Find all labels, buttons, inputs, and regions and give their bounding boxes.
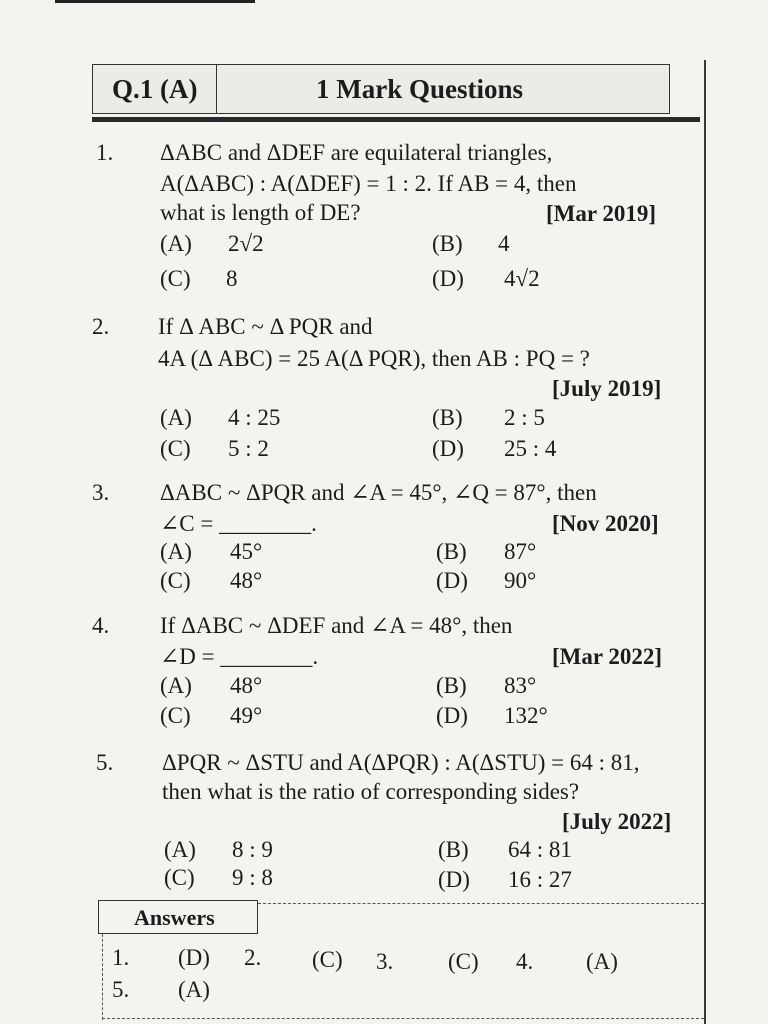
option-label: (A) [160,405,192,430]
question-number: 2. [92,314,110,339]
option-value: 25 : 4 [504,436,557,461]
answer-choice: (C) [312,947,343,972]
question-text-line: then what is the ratio of corresponding sides? [162,779,580,804]
question-text-line: A(ΔABC) : A(ΔDEF) = 1 : 2. If AB = 4, then [160,171,577,196]
question-number: 1. [96,140,114,165]
option-label: (C) [164,865,195,890]
option-label: (B) [438,837,469,862]
exam-tag: [Mar 2019] [546,201,657,226]
option-label: (A) [160,673,192,698]
option-value: 5 : 2 [228,436,269,461]
exam-tag: [Mar 2022] [552,644,663,669]
answer-number: 5. [112,977,130,1002]
option-label: (C) [160,568,191,593]
answer-number: 3. [376,949,394,974]
answer-choice: (D) [178,945,210,970]
question-text-line: If Δ ABC ~ Δ PQR and [158,314,373,339]
option-label: (D) [432,436,464,461]
option-value: 8 : 9 [232,837,273,862]
answers-title: Answers [134,905,215,930]
option-value: 49° [230,703,263,728]
option-value: 64 : 81 [508,837,572,862]
option-value: 4 [498,231,510,256]
answer-number: 1. [112,945,130,970]
question-text-line: ΔABC and ΔDEF are equilateral triangles, [160,140,553,165]
option-label: (B) [432,231,463,256]
option-value: 8 [226,266,238,291]
question-text-line: what is length of DE? [160,200,361,225]
question-text-line: ΔPQR ~ ΔSTU and A(ΔPQR) : A(ΔSTU) = 64 : 81, [162,750,640,775]
option-label: (B) [432,405,463,430]
answers-dashed-border [102,1018,704,1019]
option-label: (A) [160,539,192,564]
option-value: 16 : 27 [508,867,572,892]
answer-choice: (A) [586,949,618,974]
question-text-line: If ΔABC ~ ΔDEF and ∠A = 48°, then [160,613,513,638]
question-text-line: 4A (Δ ABC) = 25 A(Δ PQR), then AB : PQ = ? [158,346,590,371]
question-text-line: ∠D = ________. [160,644,319,669]
option-value: 2√2 [228,231,264,256]
exam-tag: [Nov 2020] [552,511,659,536]
option-value: 132° [504,703,548,728]
question-number: 5. [96,750,114,775]
option-label: (D) [436,703,468,728]
option-label: (A) [164,837,196,862]
option-value: 48° [230,568,263,593]
option-value: 4 : 25 [228,405,281,430]
answer-number: 4. [516,949,534,974]
option-value: 2 : 5 [504,405,545,430]
option-label: (C) [160,703,191,728]
option-value: 45° [230,539,263,564]
answer-choice: (A) [178,977,210,1002]
option-label: (C) [160,266,191,291]
answer-number: 2. [244,945,262,970]
option-value: 9 : 8 [232,865,273,890]
option-label: (C) [160,436,191,461]
top-rule [55,0,255,3]
question-text-line: ∠C = ________. [160,511,317,536]
option-value: 4√2 [504,266,540,291]
option-label: (A) [160,231,192,256]
option-label: (B) [436,673,467,698]
option-label: (D) [432,266,464,291]
option-value: 83° [504,673,537,698]
option-value: 48° [230,673,263,698]
option-label: (D) [438,867,470,892]
exam-tag: [July 2019] [552,376,662,401]
question-number: 3. [92,480,110,505]
answers-dashed-border [258,903,704,904]
right-margin-rule [704,60,706,1024]
answer-choice: (C) [448,949,479,974]
option-label: (D) [436,568,468,593]
option-label: (B) [436,539,467,564]
exam-tag: [July 2022] [562,809,672,834]
question-number: 4. [92,613,110,638]
option-value: 90° [504,568,537,593]
section-underline-bar [92,117,700,122]
section-title: 1 Mark Questions [316,74,524,104]
section-code: Q.1 (A) [112,74,198,104]
answers-dashed-border [102,934,103,1020]
option-value: 87° [504,539,537,564]
question-text-line: ΔABC ~ ΔPQR and ∠A = 45°, ∠Q = 87°, then [160,480,597,505]
